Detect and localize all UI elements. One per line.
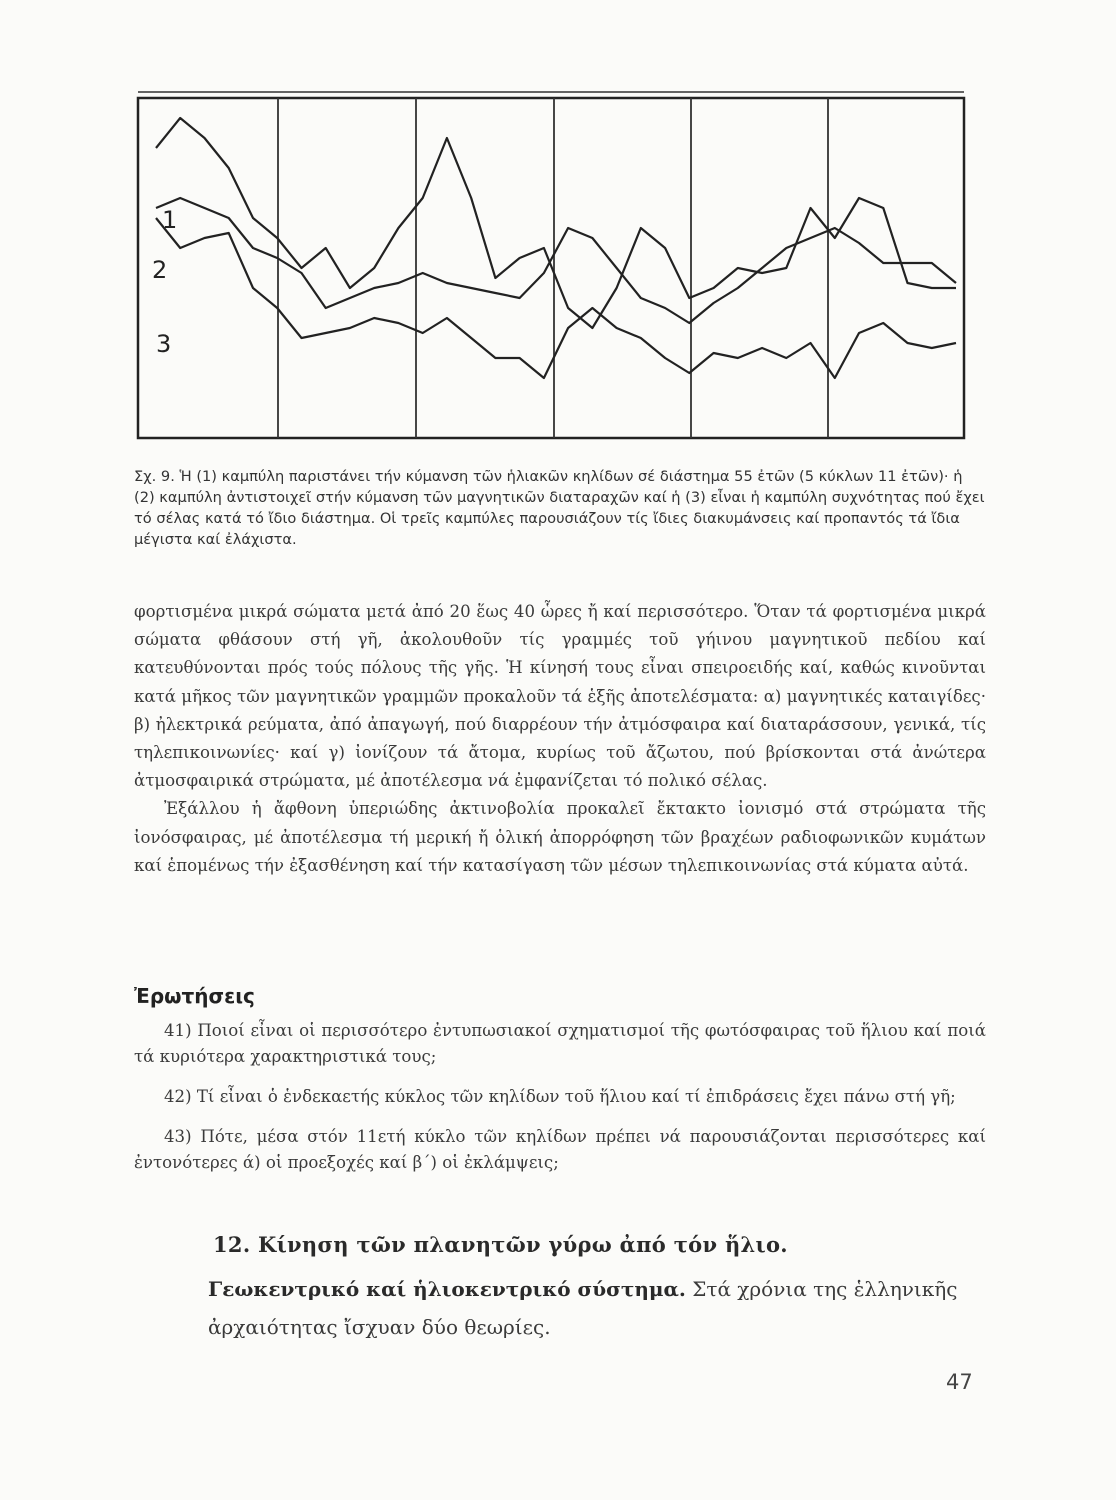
curves-chart xyxy=(136,88,966,440)
chapter-title: 12. Κίνηση τῶν πλανητῶν γύρω ἀπό τόν ἥλιο. xyxy=(213,1232,788,1257)
curve-labels xyxy=(152,206,177,358)
curve-label-2: 2 xyxy=(152,256,168,284)
page-number: 47 xyxy=(946,1370,973,1394)
curve-3 xyxy=(156,218,956,378)
chapter-intro xyxy=(208,1270,988,1346)
questions-list xyxy=(134,1018,986,1190)
curve-1 xyxy=(156,118,956,328)
curve-label-3: 3 xyxy=(156,330,172,358)
question-43: 43) Πότε, μέσα στόν 11ετή κύκλο τῶν κηλίδων πρέπει νά παρουσιάζονται περισσότερες καί ἐντονότερες ά) οἱ προεξοχές καί β΄) οἱ ἐκλάμψεις; xyxy=(134,1127,986,1172)
body-text xyxy=(134,598,986,880)
curve-label-1: 1 xyxy=(162,206,178,234)
curves xyxy=(156,118,956,378)
curve-2 xyxy=(156,198,956,323)
question-42: 42) Τί εἶναι ὁ ἑνδεκαετής κύκλος τῶν κηλίδων τοῦ ἥλιου καί τί ἐπιδράσεις ἔχει πάνω στή γῆ; xyxy=(164,1087,956,1106)
chapter-intro-text: Στά χρόνια της ἑλληνικῆς ἀρχαιότητας ἴσχυαν δύο θεωρίες. xyxy=(208,1277,958,1339)
figure-caption: Σχ. 9. Ἡ (1) καμπύλη παριστάνει τήν κύμανση τῶν ἡλιακῶν κηλίδων σέ διάστημα 55 ἐτῶν (5 κύκλων 11 ἐτῶν)· ἡ (2) καμπύλη ἀντιστοιχεῖ στήν κύμανση τῶν μαγνητικῶν διαταραχῶν καί ἡ (3) εἶναι ἡ καμπύλη συχνότητας πού ἔχει τό σέλας κατά τό ἴδιο διάστημα. Οἱ τρεῖς καμπύλες παρουσιάζουν τίς ἴδιες διακυμάνσεις καί προπαντός τά ἴδια μέγιστα καί ἐλάχιστα. xyxy=(134,468,985,548)
body-paragraph-1: φορτισμένα μικρά σώματα μετά ἀπό 20 ἕως 40 ὧρες ἤ καί περισσότερο. Ὅταν τά φορτισμένα μικρά σώματα φθάσουν στή γῆ, ἀκολουθοῦν τίς γραμμές τοῦ γήινου μαγνητικοῦ πεδίου καί κατευθύνονται πρός τούς πόλους τῆς γῆς. Ἡ κίνησή τους εἶναι σπειροειδής καί, καθώς κινοῦνται κατά μῆκος τῶν μαγνητικῶν γραμμῶν προκαλοῦν τά ἑξῆς ἀποτελέσματα: α) μαγνητικές καταιγίδες· β) ἠλεκτρικά ρεύματα, ἀπό ἀπαγωγή, πού διαρρέουν τήν ἀτμόσφαιρα καί διαταράσσουν, γενικά, τίς τηλεπικοινωνίες· καί γ) ἰονίζουν τά ἄτομα, κυρίως τοῦ ἄζωτου, πού βρίσκονται στά ἀνώτερα ἀτμοσφαιρικά στρώματα, μέ ἀποτέλεσμα νά ἐμφανίζεται τό πολικό σέλας. xyxy=(134,602,986,791)
questions-heading: Ἐρωτήσεις xyxy=(134,984,255,1008)
figure-sunspot-curves xyxy=(136,88,966,440)
question-41: 41) Ποιοί εἶναι οἱ περισσότερο ἐντυπωσιακοί σχηματισμοί τῆς φωτόσφαιρας τοῦ ἥλιου καί ποιά τά κυριότερα χαρακτηριστικά τους; xyxy=(134,1021,986,1066)
chapter-subtitle: Γεωκεντρικό καί ἡλιοκεντρικό σύστημα. xyxy=(208,1277,686,1301)
body-paragraph-2: Ἐξάλλου ἡ ἄφθονη ὑπεριώδης ἀκτινοβολία προκαλεῖ ἔκτακτο ἰονισμό στά στρώματα τῆς ἰονόσφαιρας, μέ ἀποτέλεσμα τή μερική ἤ ὁλική ἀπορρόφηση τῶν βραχέων ραδιοφωνικῶν κυμάτων καί ἑπομένως τήν ἐξασθένηση καί τήν κατασίγαση τῶν μέσων τηλεπικοινωνίας στά κύματα αὐτά. xyxy=(134,799,986,875)
